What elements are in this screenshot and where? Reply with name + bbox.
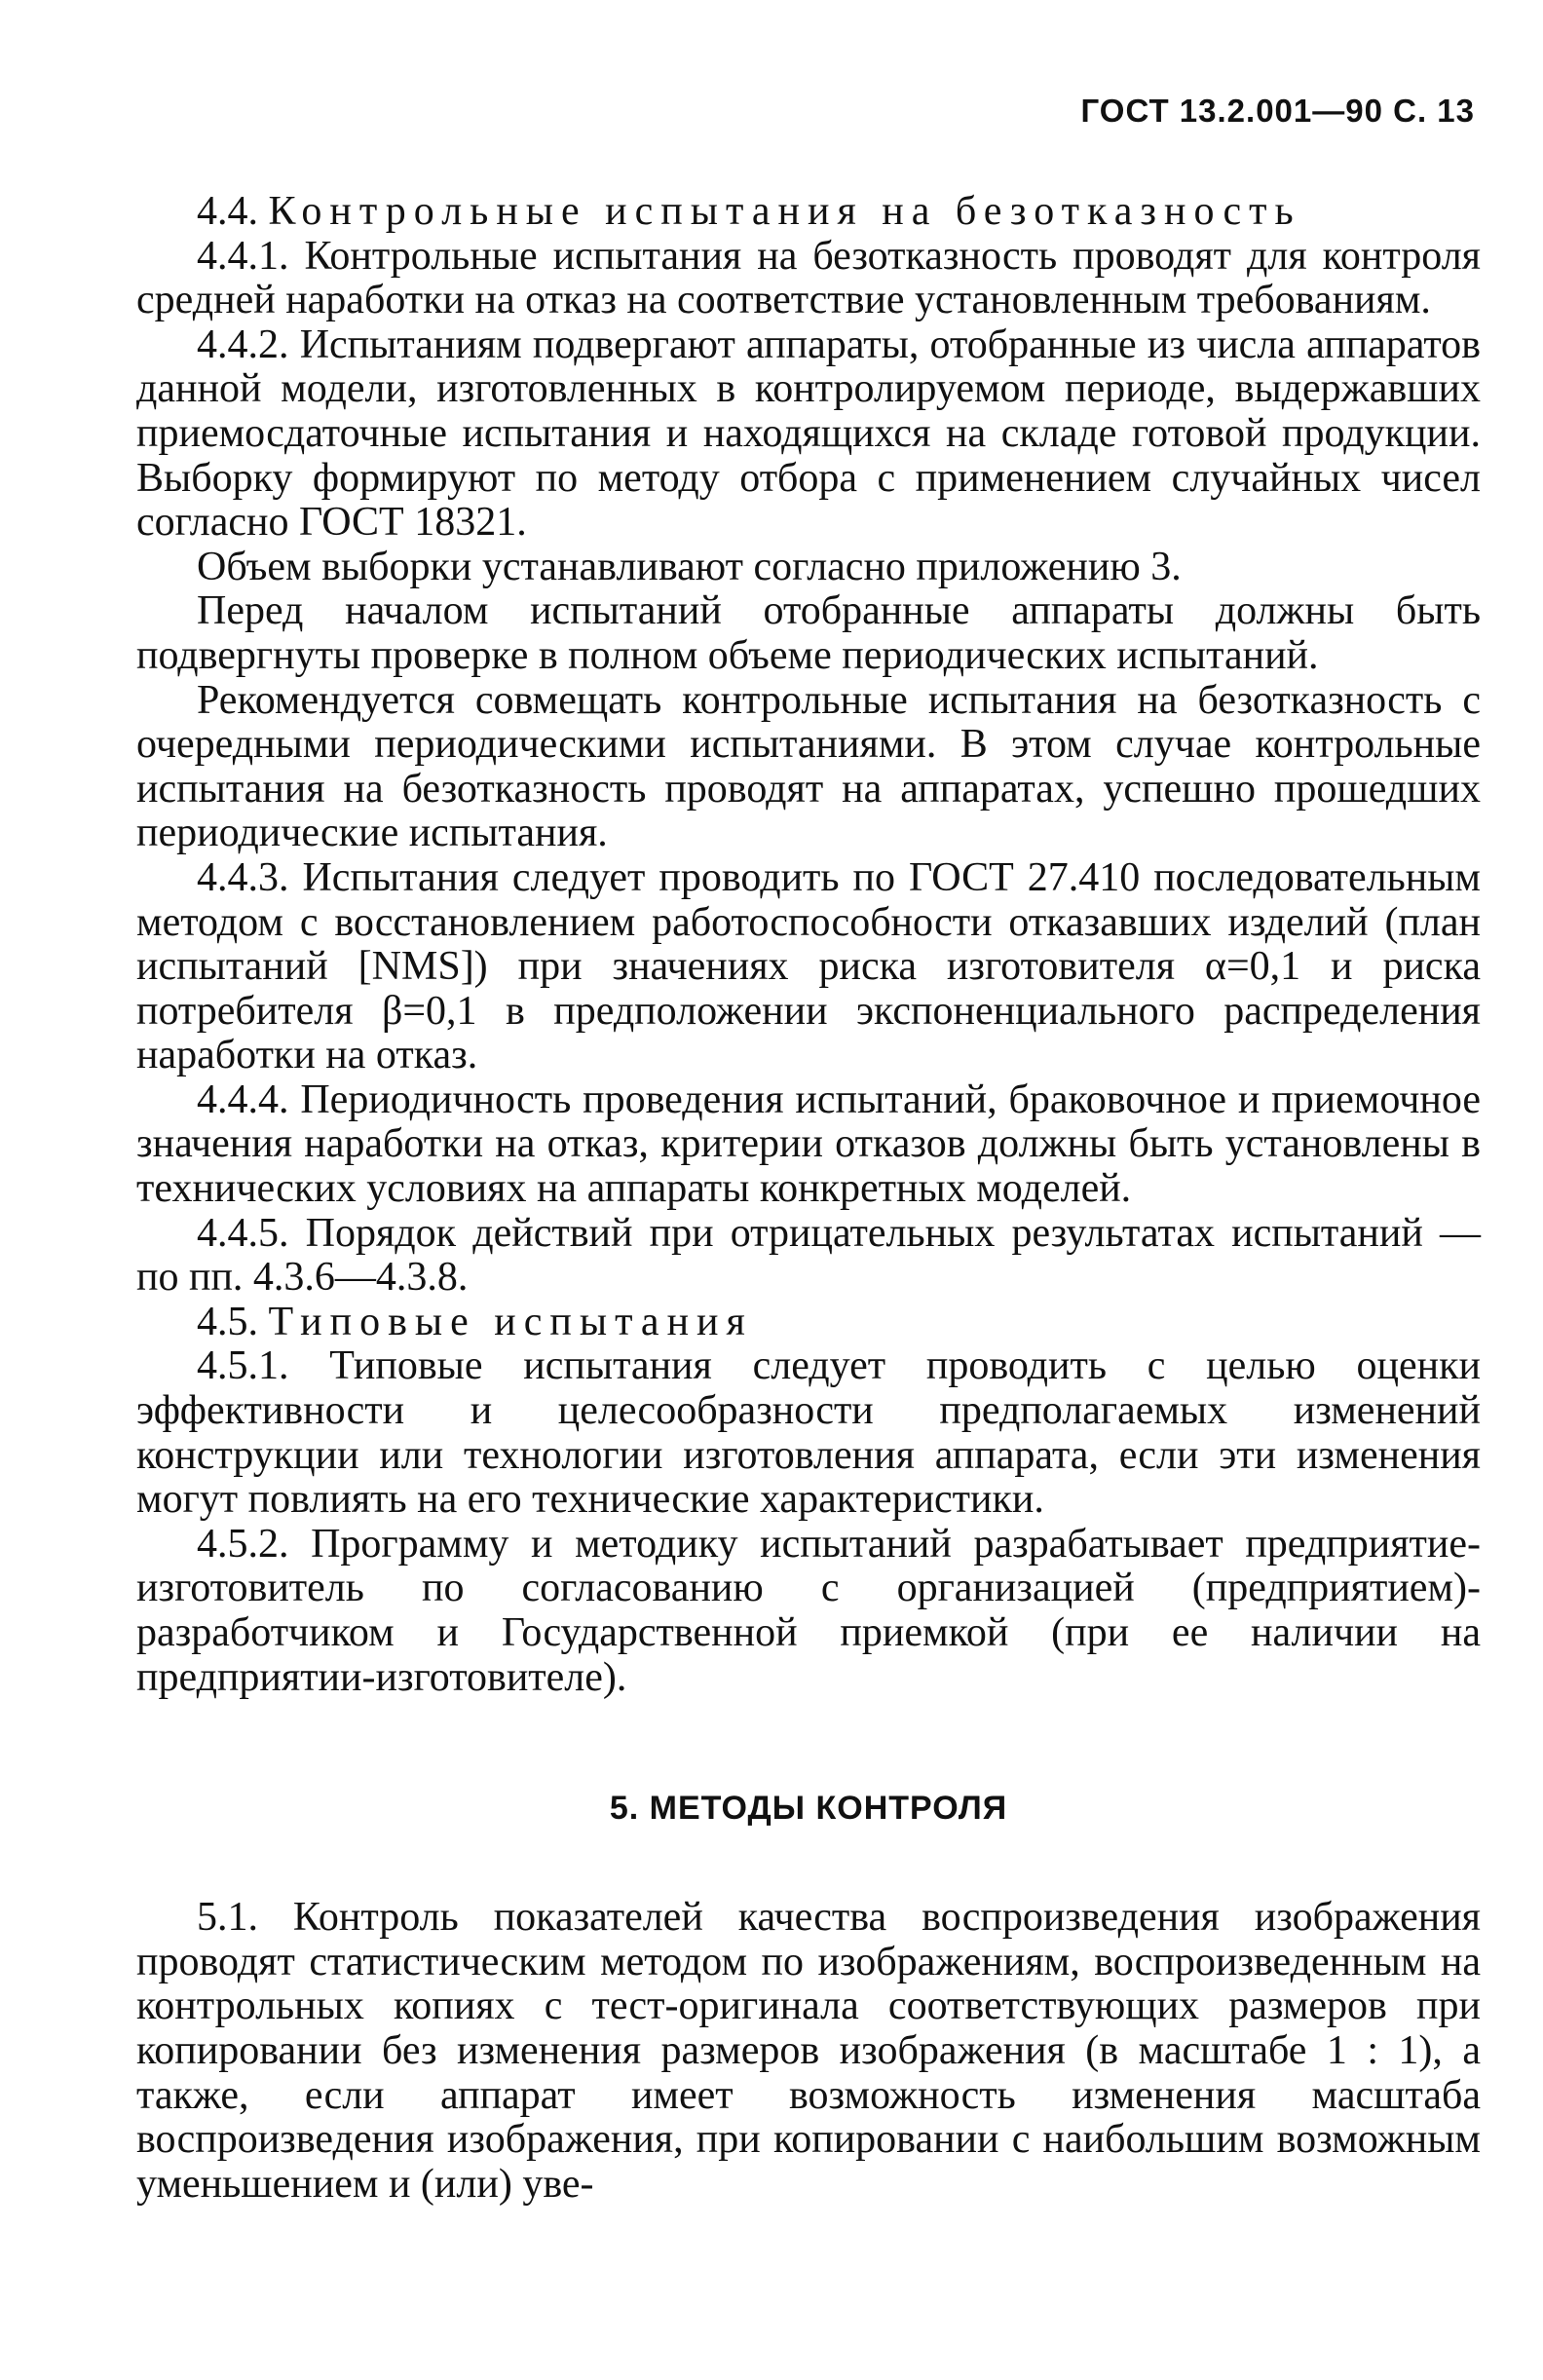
document-page xyxy=(136,93,1481,2207)
paragraph: 5.1. Контроль показателей качества воспроизведения изображения проводят статистическим методом по изображениям, воспроизведенным на контрольных копиях с тест-оригинала соответствующих размеров при копировании без изменения размеров изображения (в масштабе 1 : 1), а также, если аппарат имеет возможность изменения масштаба воспроизведения изображения, при копировании с наибольшим возможным уменьшением и (или) уве- xyxy=(136,1895,1481,2207)
paragraph: 4.4.1. Контрольные испытания на безотказность проводят для контроля средней наработки на отказ на соответствие установленным требованиям. xyxy=(136,233,1481,323)
section-5-title: 5. МЕТОДЫ КОНТРОЛЯ xyxy=(609,1790,1008,1828)
paragraph: 4.4.5. Порядок действий при отрицательных результатах испытаний — по пп. 4.3.6—4.3.8. xyxy=(136,1210,1481,1301)
section-4-5-heading xyxy=(136,1301,1481,1345)
section-number: 4.4. xyxy=(197,189,258,234)
paragraph: 4.4.2. Испытаниям подвергают аппараты, отобранные из числа аппаратов данной модели, изготовленных в контролируемом периоде, выдержавших приемосдаточные испытания и находящихся на складе готовой продукции. Выборку формируют по методу отбора с применением случайных чисел согласно ГОСТ 18321. xyxy=(136,321,1481,546)
paragraph: Рекомендуется совмещать контрольные испытания на безотказность с очередными периодическими испытаниями. В этом случае контрольные испытания на безотказность проводят на аппаратах, успешно прошедших периодические испытания. xyxy=(136,677,1481,856)
section-number: 4.5. xyxy=(197,1299,258,1344)
paragraph: 4.4.3. Испытания следует проводить по ГОСТ 27.410 последовательным методом с восстановлением работоспособности отказавших изделий (план испытаний [NMS]) при значениях риска изготовителя α=0,1 и риска потребителя β=0,1 в предположении экспоненциального распределения наработки на отказ. xyxy=(136,854,1481,1078)
section-4-4-heading xyxy=(136,190,1481,235)
paragraph: 4.5.1. Типовые испытания следует проводить с целью оценки эффективности и целесообразности предполагаемых изменений конструкции или технологии изготовления аппарата, если эти изменения могут повлиять на его технические характеристики. xyxy=(136,1343,1481,1523)
paragraph: Перед началом испытаний отобранные аппараты должны быть подвергнуты проверке в полном объеме периодических испытаний. xyxy=(136,588,1481,678)
paragraph: 4.5.2. Программу и методику испытаний разрабатывает предприятие-изготовитель по согласованию с организацией (предприятием)-разработчиком и Государственной приемкой (при ее наличии на предприятии-изготовителе). xyxy=(136,1521,1481,1700)
paragraph: 4.4.4. Периодичность проведения испытаний, браковочное и приемочное значения наработки на отказ, критерии отказов должны быть установлены в технических условиях на аппараты конкретных моделей. xyxy=(136,1077,1481,1212)
section-title: Контрольные испытания на безотказность xyxy=(268,189,1301,234)
section-title: Типовые испытания xyxy=(268,1299,753,1344)
page-header: ГОСТ 13.2.001—90 С. 13 xyxy=(1080,93,1475,129)
paragraph: Объем выборки устанавливают согласно приложению 3. xyxy=(197,544,1182,589)
